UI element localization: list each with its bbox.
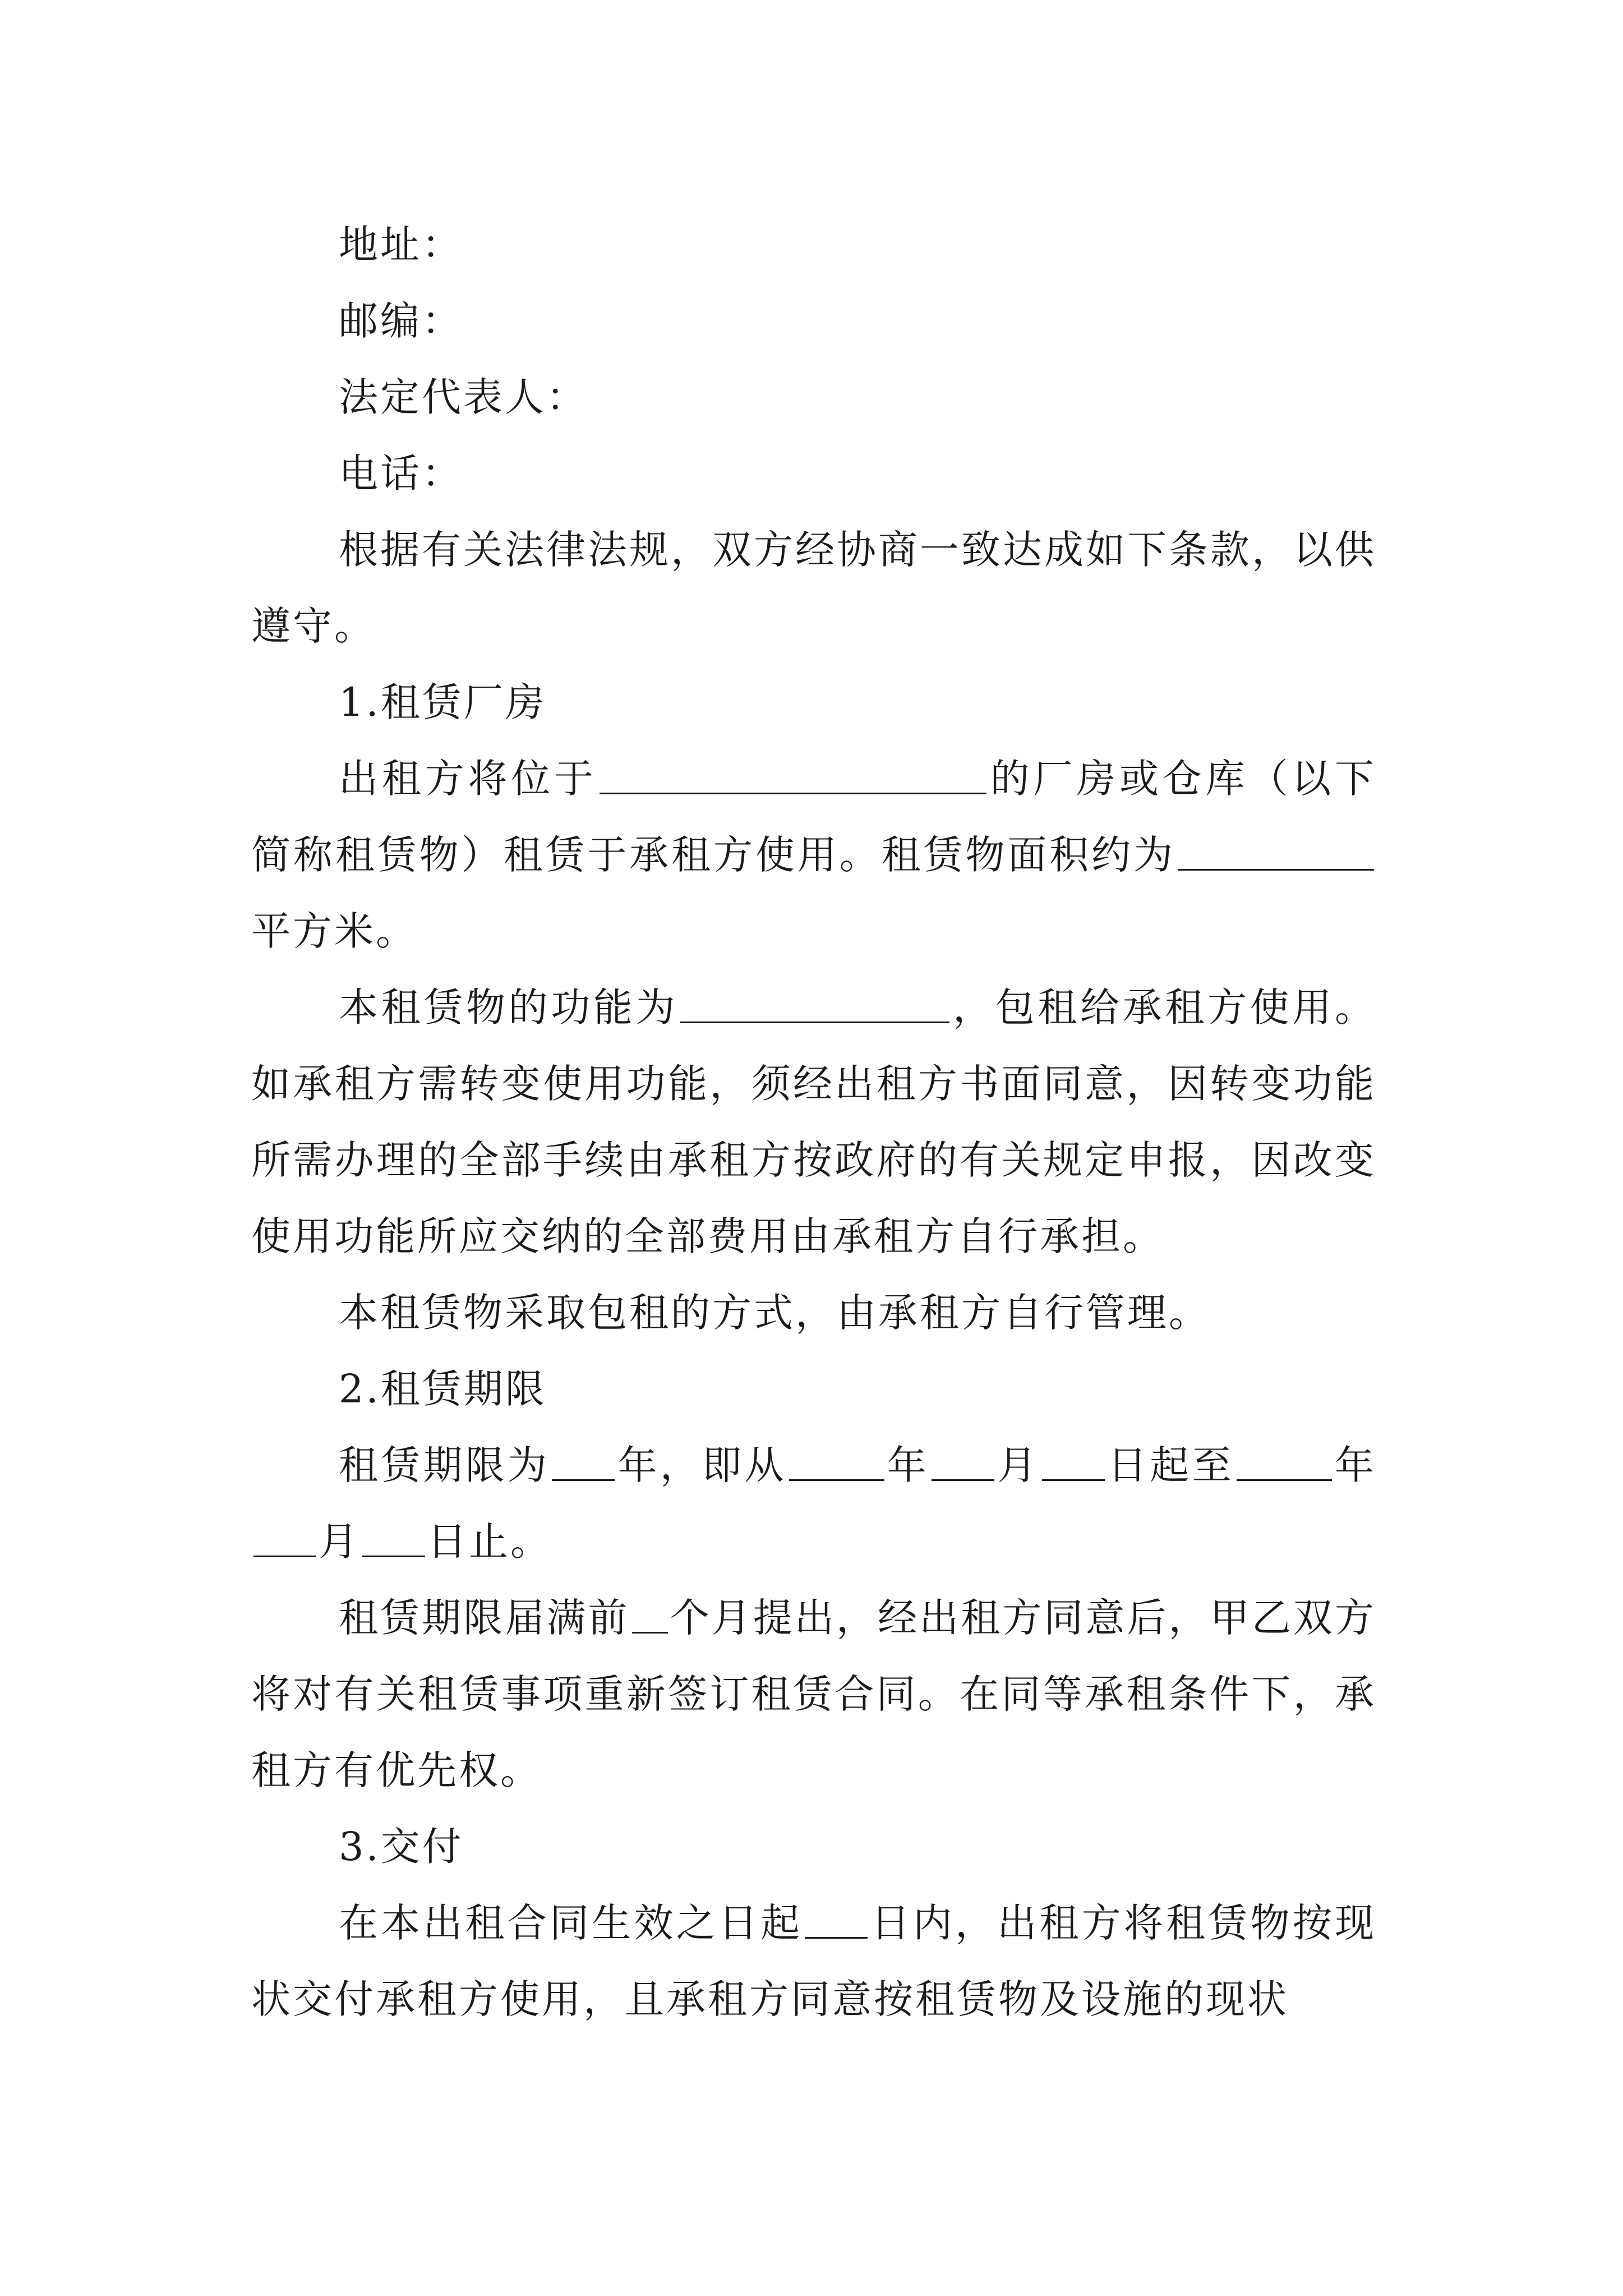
text-run: 本租赁物的功能为: [339, 984, 679, 1030]
section-3-heading: 3.交付: [339, 1824, 464, 1870]
text-run: 月: [997, 1442, 1040, 1488]
section-2-paragraph-1: [251, 1427, 1376, 1580]
months-blank: [632, 1593, 668, 1634]
legal-representative-line: 法定代表人：: [339, 374, 588, 420]
section-1-paragraph-2: [251, 969, 1376, 1274]
text-run: 日内，出租方将租赁物按现状交付承租方使用，且承租方同意按租赁物及设施的现状: [251, 1900, 1376, 2022]
start-day-blank: [1042, 1440, 1105, 1481]
text-run: 年，即从: [617, 1442, 787, 1488]
location-blank: [600, 753, 986, 794]
text-run: 个月提出，经出租方同意后，甲乙双方将对有关租赁事项重新签订租赁合同。在同等承租条件下，承租方有优先权。: [251, 1595, 1377, 1793]
section-1-heading: 1.租赁厂房: [339, 679, 547, 725]
text-run: 出租方将位于: [339, 756, 597, 802]
text-run: 在本出租合同生效之日起: [339, 1900, 803, 1946]
section-2-heading: 2.租赁期限: [339, 1366, 547, 1412]
section-3-paragraph-1: [251, 1885, 1376, 2037]
text-run: ，包租给承租方使用。如承租方需转变使用功能，须经出租方书面同意，因转变功能所需办理的全部手续由承租方按政府的有关规定申报，因改变使用功能所应交纳的全部费用由承租方自行承担。: [251, 984, 1377, 1259]
delivery-days-blank: [805, 1898, 868, 1939]
text-run: 月: [319, 1519, 360, 1565]
address-line: 地址：: [339, 222, 463, 268]
years-blank: [552, 1440, 615, 1481]
text-run: 日起至: [1106, 1442, 1234, 1488]
section-2-paragraph-2: [251, 1580, 1376, 1809]
text-run: 平方米。: [251, 908, 417, 954]
end-day-blank: [362, 1516, 425, 1557]
end-year-blank: [1237, 1440, 1332, 1481]
function-blank: [680, 982, 949, 1023]
text-run: 租赁期限为: [339, 1442, 550, 1488]
text-run: 年: [886, 1442, 930, 1488]
phone-line: 电话：: [339, 450, 463, 496]
text-run: 日止。: [427, 1519, 552, 1565]
text-run: 年: [1334, 1442, 1377, 1488]
postcode-line: 邮编：: [339, 298, 463, 344]
contract-body: [251, 206, 1376, 2037]
start-month-blank: [932, 1440, 994, 1481]
text-run: 的厂房或仓库（以下简称租赁物）租赁于承租方使用。租赁物面积约为: [251, 756, 1377, 878]
start-year-blank: [789, 1440, 884, 1481]
intro-paragraph: 根据有关法律法规，双方经协商一致达成如下条款，以供遵守。: [251, 527, 1376, 649]
end-month-blank: [253, 1516, 316, 1557]
text-run: 租赁期限届满前: [339, 1595, 630, 1641]
area-blank: [1178, 830, 1374, 871]
section-1-paragraph-1: [251, 740, 1376, 969]
section-1-paragraph-3: 本租赁物采取包租的方式，由承租方自行管理。: [339, 1290, 1210, 1336]
